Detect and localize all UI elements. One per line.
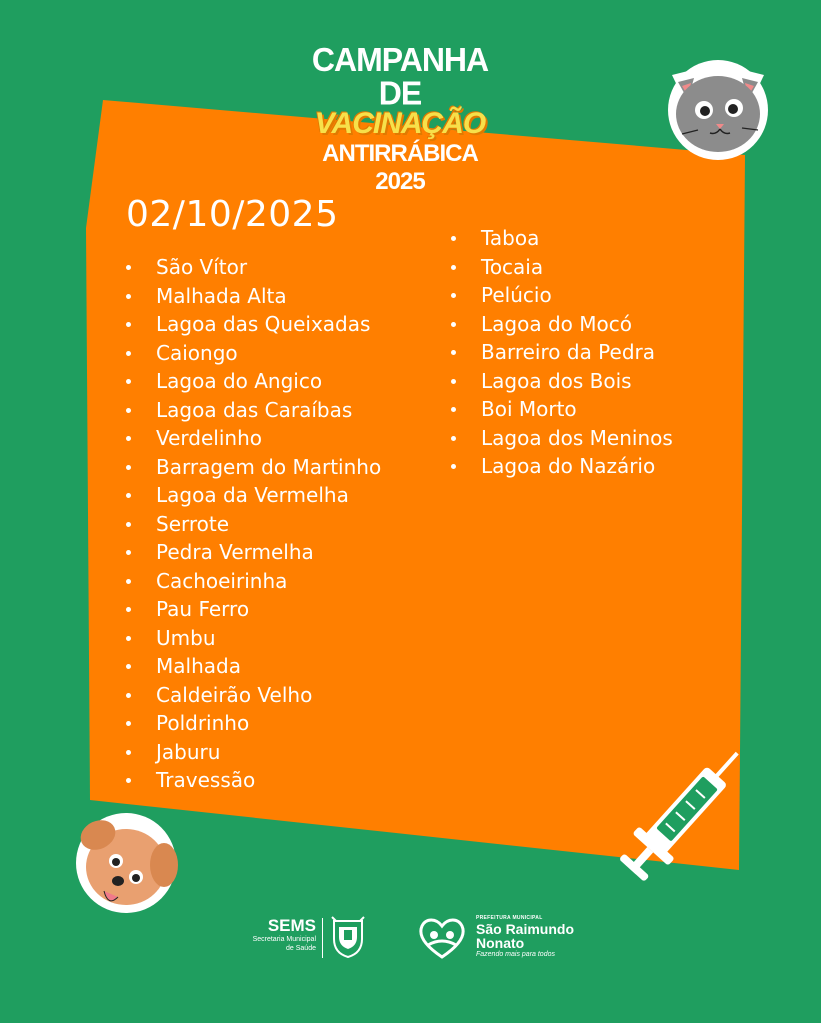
- campaign-title: [300, 40, 500, 196]
- list-item: Verdelinho: [126, 424, 381, 453]
- list-item: Pelúcio: [451, 281, 673, 310]
- list-item: São Vítor: [126, 253, 381, 282]
- list-item: Pedra Vermelha: [126, 538, 381, 567]
- list-item: Jaburu: [126, 738, 381, 767]
- sems-subtitle-2: de Saúde: [286, 945, 316, 952]
- list-item: Taboa: [451, 224, 673, 253]
- city-name-2: Nonato: [476, 935, 525, 951]
- list-item: Pau Ferro: [126, 595, 381, 624]
- sems-subtitle-1: Secretaria Municipal: [252, 936, 316, 943]
- footer: [0, 910, 821, 970]
- locations-list-right: [451, 224, 673, 481]
- list-item: Malhada: [126, 652, 381, 681]
- list-item: Travessão: [126, 766, 381, 795]
- slogan: Fazendo mais para todos: [476, 951, 555, 958]
- list-item: Lagoa do Nazário: [451, 452, 673, 481]
- list-item: Boi Morto: [451, 395, 673, 424]
- list-item: Barreiro da Pedra: [451, 338, 673, 367]
- list-item: Umbu: [126, 624, 381, 653]
- heart-logo-icon: [416, 915, 468, 961]
- list-item: Poldrinho: [126, 709, 381, 738]
- list-item: Serrote: [126, 510, 381, 539]
- title-line-2: VACINAÇÃO: [314, 107, 486, 140]
- city-name-1: São Raimundo: [476, 921, 575, 937]
- locations-list-left: [126, 253, 381, 795]
- list-item: Lagoa da Vermelha: [126, 481, 381, 510]
- list-item: Malhada Alta: [126, 282, 381, 311]
- prefeitura-label: PREFEITURA MUNICIPAL: [476, 915, 543, 921]
- list-item: Barragem do Martinho: [126, 453, 381, 482]
- syringe-icon: [605, 740, 750, 900]
- campaign-date: 02/10/2025: [126, 194, 339, 235]
- sems-logo: [240, 917, 316, 953]
- title-line-1: CAMPANHA DE: [311, 40, 489, 112]
- cat-icon: [662, 50, 774, 162]
- list-item: Caldeirão Velho: [126, 681, 381, 710]
- list-item: Lagoa das Queixadas: [126, 310, 381, 339]
- prefeitura-logo: [476, 915, 574, 960]
- dog-icon: [72, 805, 188, 921]
- title-line-3: ANTIRRÁBICA 2025: [322, 140, 478, 195]
- sems-title: SEMS: [267, 916, 316, 935]
- list-item: Lagoa do Mocó: [451, 310, 673, 339]
- coat-of-arms-icon: [330, 915, 366, 959]
- divider: [322, 918, 323, 958]
- list-item: Lagoa dos Meninos: [451, 424, 673, 453]
- list-item: Lagoa das Caraíbas: [126, 396, 381, 425]
- list-item: Tocaia: [451, 253, 673, 282]
- list-item: Lagoa do Angico: [126, 367, 381, 396]
- list-item: Cachoeirinha: [126, 567, 381, 596]
- list-item: Caiongo: [126, 339, 381, 368]
- list-item: Lagoa dos Bois: [451, 367, 673, 396]
